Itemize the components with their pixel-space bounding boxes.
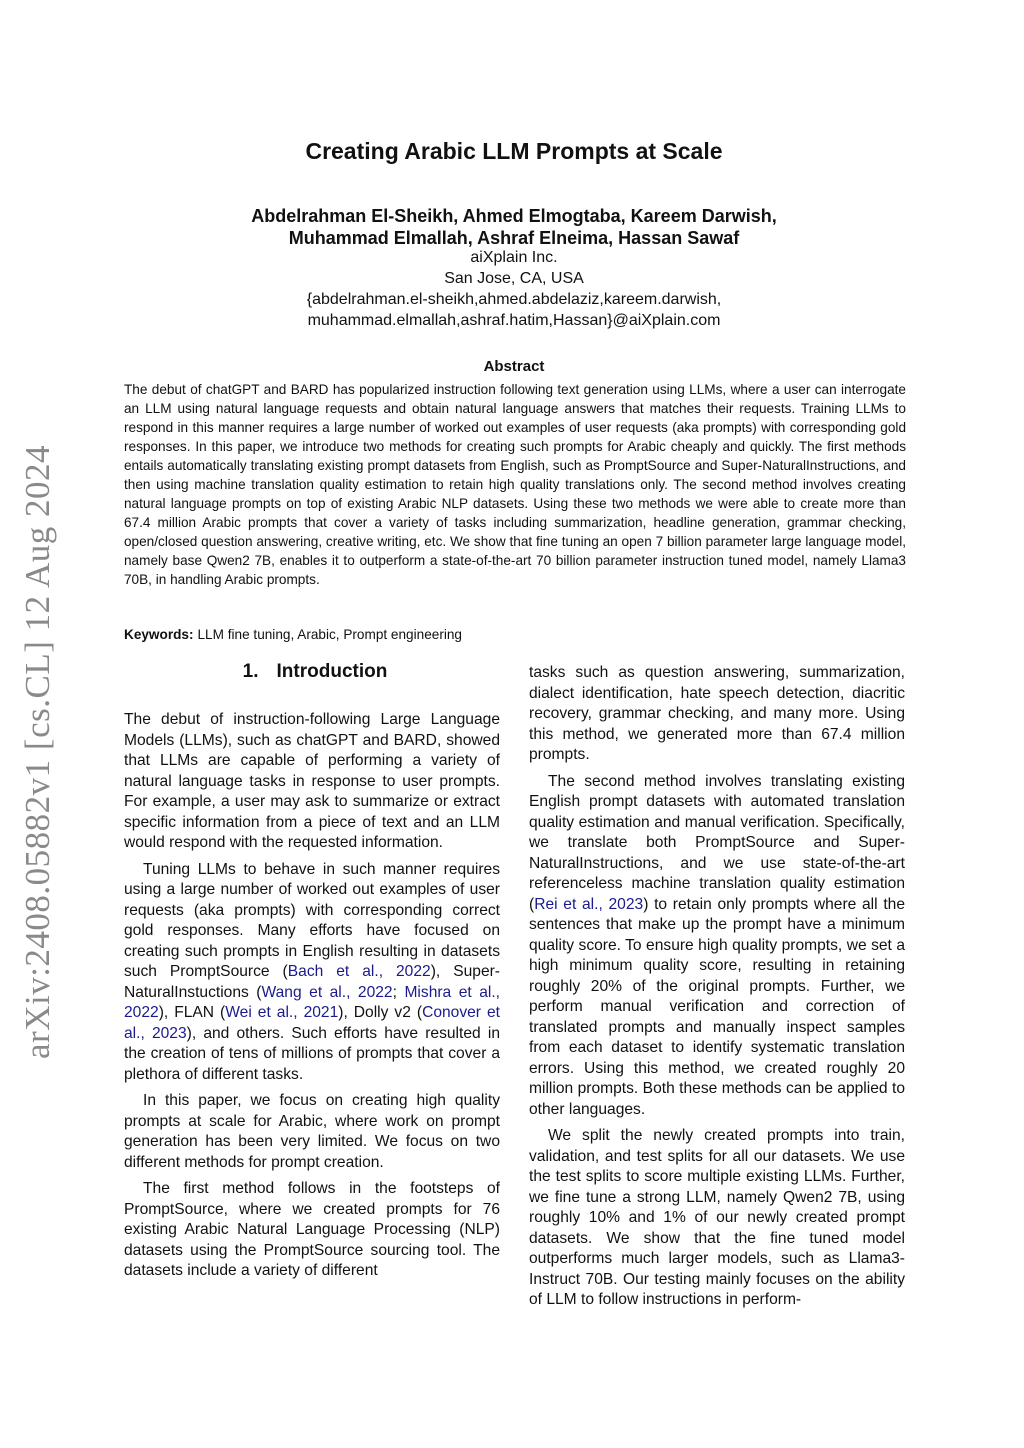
citation-link[interactable]: Rei et al., 2023 <box>534 895 644 913</box>
intro-paragraph-1: The debut of instruction-following Large Language Models (LLMs), such as chatGPT and BARD, showed that LLMs are capable of performing a variety of natural language tasks in response to user prompts. For example, a user may ask to summarize or extract specific information from a piece of text and an LLM would respond with the requested information. <box>124 711 500 851</box>
paper-title: Creating Arabic LLM Prompts at Scale <box>305 138 723 164</box>
intro-paragraph-3: In this paper, we focus on creating high quality prompts at scale for Arabic, where work on prompt generation has been very limited. We focus on two different methods for prompt creation. <box>124 1092 500 1171</box>
author-line-2: Muhammad Elmallah, Ashraf Elneima, Hassan Sawaf <box>288 228 740 248</box>
paragraph-text: The second method involves translating existing English prompt datasets with automated translation quality estimation and manual verification. Specifically, we translate both PromptSource and Super-NaturalInstructions, and we use state-of-the-art referenceless machine translation quality estimation ( <box>529 772 905 913</box>
right-column <box>529 663 905 1317</box>
intro-paragraph-4: The first method follows in the footsteps of PromptSource, where we created prompts for 76 existing Arabic Natural Language Processing (NLP) datasets using the PromptSource sourcing tool. The datasets include a variety of different <box>124 1180 500 1279</box>
author-list <box>124 205 904 249</box>
citation-link[interactable]: Conover et al., 2023 <box>124 1004 500 1042</box>
abstract-heading: Abstract <box>483 358 545 375</box>
affiliation-emails-2: muhammad.elmallah,ashraf.hatim,Hassan}@aiXplain.com <box>307 312 721 329</box>
abstract-text: The debut of chatGPT and BARD has popularized instruction following text generation using LLMs, where a user can interrogate an LLM using natural language requests and obtain natural language answers that matches their requests. Training LLMs to respond in this manner requires a large number of worked out examples of user requests (aka prompts) with corresponding gold responses. In this paper, we introduce two methods for creating such prompts for Arabic cheaply and quickly. The first methods entails automatically translating existing prompt datasets from English, such as PromptSource and Super-NaturalInstructions, and then using machine translation quality estimation to retain high quality translations only. The second method involves creating natural language prompts on top of existing Arabic NLP datasets. Using these two methods we were able to create more than 67.4 million Arabic prompts that cover a variety of tasks including summarization, headline generation, grammar checking, open/closed question answering, creative writing, etc. We show that fine tuning an open 7 billion parameter large language model, namely base Qwen2 7B, enables it to outperform a state-of-the-art 70 billion parameter instruction tuned model, namely Llama3 70B, in handling Arabic prompts. <box>124 382 906 587</box>
citation-link[interactable]: Mishra et al., 2022 <box>124 983 501 1021</box>
paragraph-text: ), and others. Such efforts have resulted in the creation of tens of millions of prompts that cover a plethora of different tasks. <box>124 1024 500 1083</box>
paragraph-text: ), Super-NaturalInstuctions ( <box>124 963 501 1001</box>
keywords-text: LLM fine tuning, Arabic, Prompt engineering <box>197 627 462 642</box>
citation-link[interactable]: Wei et al., 2021 <box>225 1004 339 1021</box>
arxiv-stamp: arXiv:2408.05882v1 [cs.CL] 12 Aug 2024 <box>18 445 57 1059</box>
author-line-1: Abdelrahman El-Sheikh, Ahmed Elmogtaba, Kareem Darwish, <box>251 206 777 226</box>
affiliation-emails-1: {abdelrahman.el-sheikh,ahmed.abdelaziz,kareem.darwish, <box>306 291 722 308</box>
section-title: Introduction <box>276 661 388 682</box>
affiliation <box>124 247 904 331</box>
paragraph-text: ), FLAN ( <box>158 1004 226 1021</box>
paragraph-text: Tuning LLMs to behave in such manner requires using a large number of worked out examples of user requests (aka prompts) with corresponding correct gold responses. Many efforts have focused on creating such prompts in English resulting in datasets such PromptSource ( <box>124 860 500 980</box>
keywords <box>124 625 906 644</box>
citation-link[interactable]: Wang et al., 2022 <box>261 983 393 1001</box>
intro-paragraph-6 <box>529 772 905 1121</box>
intro-paragraph-5: tasks such as question answering, summarization, dialect identification, hate speech detection, diacritic recovery, grammar checking, and many more. Using this method, we generated more than 67.4 million prompts. <box>529 664 905 763</box>
intro-paragraph-7: We split the newly created prompts into train, validation, and test splits for all our datasets. We use the test splits to score multiple existing LLMs. Further, we fine tune a strong LLM, namely Qwen2 7B, using roughly 10% and 1% of our newly created prompt datasets. We show that the fine tuned model outperforms much larger models, such as Llama3-Instruct 70B. Our testing mainly focuses on the ability of LLM to follow instructions in perform- <box>529 1127 905 1308</box>
paragraph-text: ), Dolly v2 ( <box>338 1004 423 1021</box>
left-column <box>124 660 500 1288</box>
affiliation-org: aiXplain Inc. <box>470 249 558 266</box>
section-heading-introduction <box>124 660 500 684</box>
paragraph-text: ) to retain only prompts where all the sentences that make up the prompt have a minimum quality score. To ensure high quality prompts, we set a high minimum quality score, resulting in retaining roughly 20% of the original prompts. Further, we perform manual verification and correction of translated prompts and manually inspect samples from each dataset to identify systematic translation errors. Using this method, we created roughly 20 million prompts. Both these methods can be applied to other languages. <box>529 895 905 1118</box>
intro-paragraph-2 <box>124 860 500 1086</box>
keywords-label: Keywords: <box>124 627 194 642</box>
paragraph-text: ; <box>392 983 405 1001</box>
affiliation-location: San Jose, CA, USA <box>444 270 584 287</box>
section-number: 1. <box>242 661 259 682</box>
citation-link[interactable]: Bach et al., 2022 <box>287 963 431 980</box>
